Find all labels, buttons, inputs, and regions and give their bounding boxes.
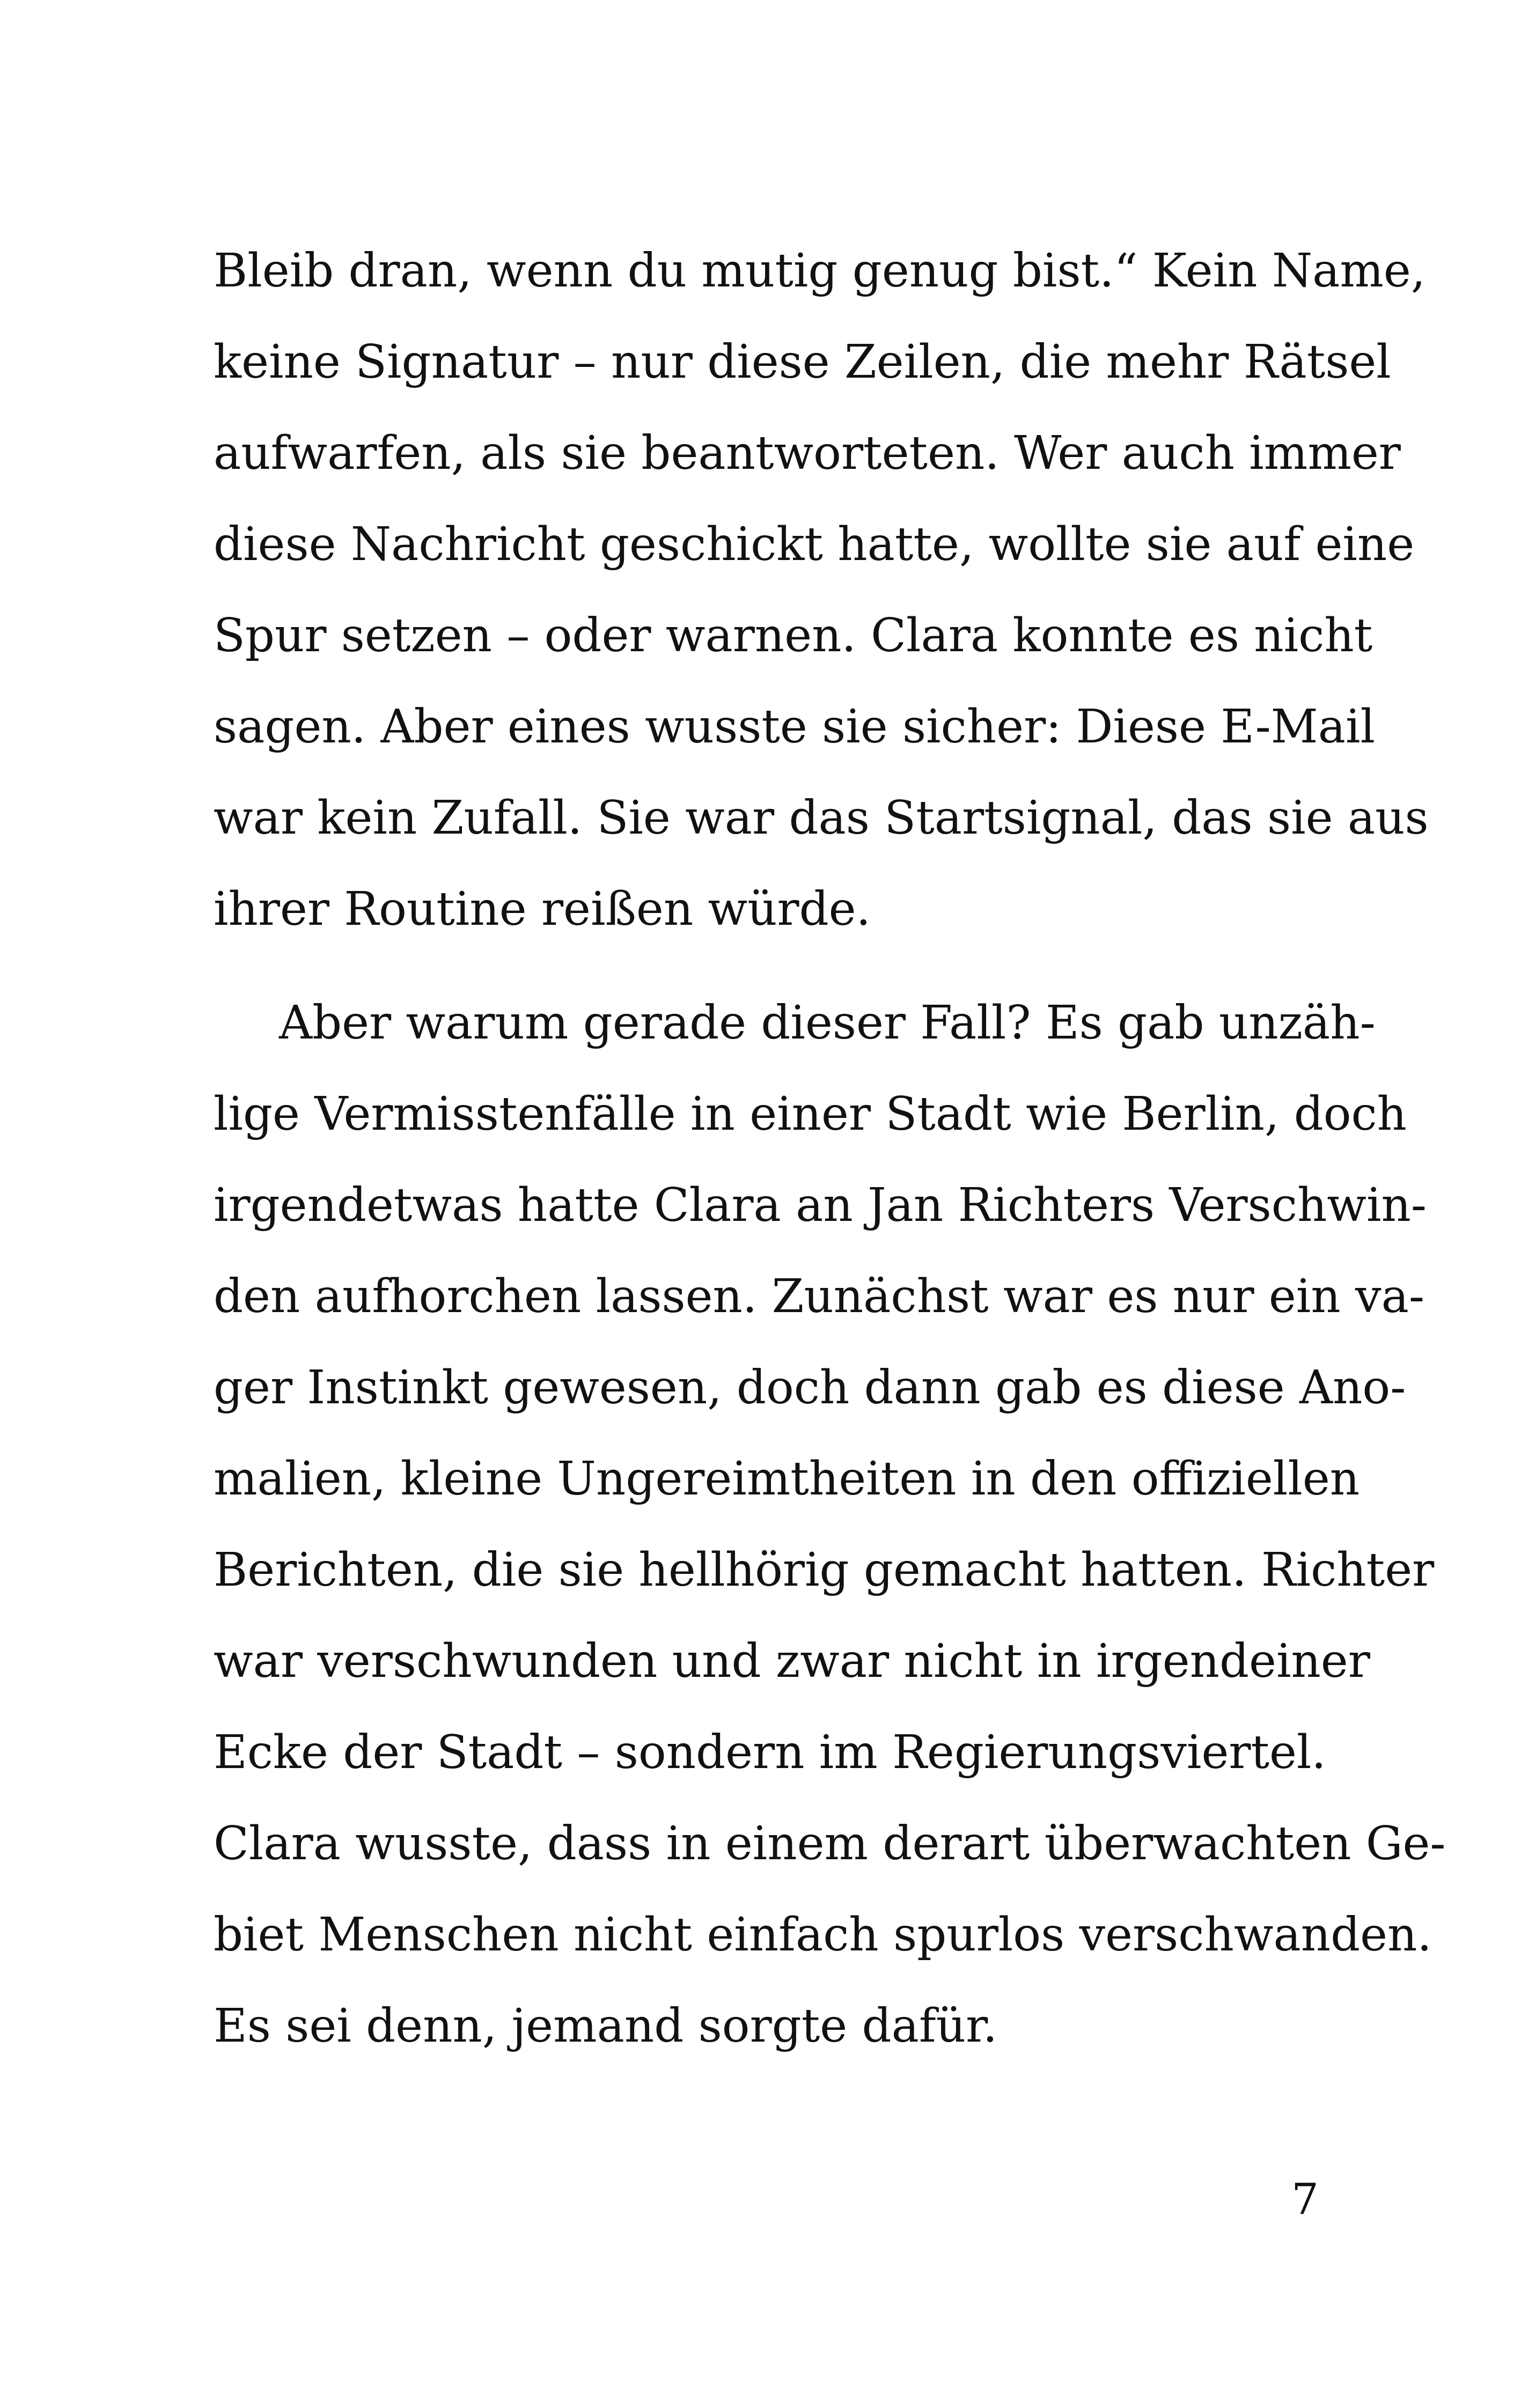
text-line: Spur setzen – oder warnen. Clara konnte es nicht xyxy=(214,609,1373,662)
text-line: Ecke der Stadt – sondern im Regierungsviertel. xyxy=(214,1726,1326,1779)
text-line: Berichten, die sie hellhörig gemacht hatten. Richter xyxy=(214,1543,1435,1597)
text-line: malien, kleine Ungereimtheiten in den offiziellen xyxy=(214,1452,1360,1506)
text-line: sagen. Aber eines wusste sie sicher: Diese E-Mail xyxy=(214,700,1375,754)
text-line: Es sei denn, jemand sorgte dafür. xyxy=(214,1999,998,2053)
text-line: Aber warum gerade dieser Fall? Es gab unzäh- xyxy=(279,996,1376,1050)
page-number: 7 xyxy=(1291,2174,1319,2224)
text-line: Bleib dran, wenn du mutig genug bist.“ Kein Name, xyxy=(214,244,1426,298)
text-line: biet Menschen nicht einfach spurlos verschwanden. xyxy=(214,1908,1432,1962)
text-line: keine Signatur – nur diese Zeilen, die mehr Rätsel xyxy=(214,335,1391,389)
text-line: Clara wusste, dass in einem derart überwachten Ge- xyxy=(214,1817,1446,1871)
text-line: irgendetwas hatte Clara an Jan Richters Verschwin- xyxy=(214,1179,1427,1232)
paragraph-2 xyxy=(214,977,1446,2072)
text-line: ger Instinkt gewesen, doch dann gab es diese Ano- xyxy=(214,1361,1406,1415)
text-line: war verschwunden und zwar nicht in irgendeiner xyxy=(214,1634,1370,1688)
paragraph-1 xyxy=(214,225,1429,955)
text-line: ihrer Routine reißen würde. xyxy=(214,882,871,936)
text-line: diese Nachricht geschickt hatte, wollte sie auf eine xyxy=(214,518,1415,571)
text-line: war kein Zufall. Sie war das Startsignal, das sie aus xyxy=(214,791,1429,845)
text-line: aufwarfen, als sie beantworteten. Wer auch immer xyxy=(214,426,1401,480)
text-line: den aufhorchen lassen. Zunächst war es nur ein va- xyxy=(214,1270,1424,1323)
text-line: lige Vermisstenfälle in einer Stadt wie Berlin, doch xyxy=(214,1087,1407,1141)
